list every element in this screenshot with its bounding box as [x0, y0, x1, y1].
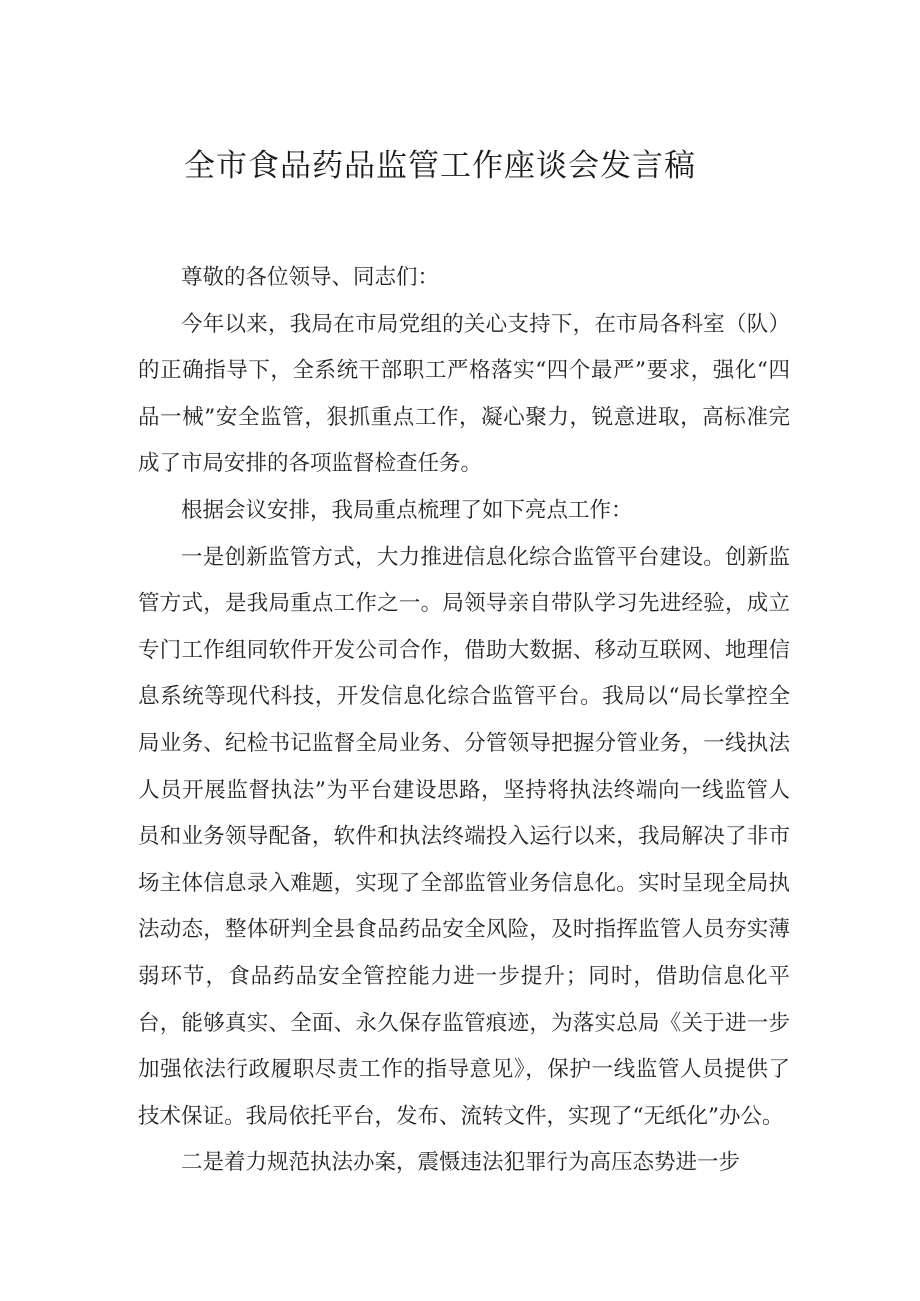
body-paragraph: 根据会议安排，我局重点梳理了如下亮点工作： — [181, 497, 633, 523]
document-body — [138, 255, 790, 1187]
body-paragraph: 一是创新监管方式，大力推进信息化综合监管平台建设。创新监管方式，是我局重点工作之一。局领导亲自带队学习先进经验，成立专门工作组同软件开发公司合作，借助大数据、移动互联网、地理信息系统等现代科技，开发信息化综合监管平台。我局以“局长掌控全局业务、纪检书记监督全局业务、分管领导把握分管业务，一线执法人员开展监督执法”为平台建设思路，坚持将执法终端向一线监管人员和业务领导配备，软件和执法终端投入运行以来，我局解决了非市场主体信息录入难题，实现了全部监管业务信息化。实时呈现全局执法动态，整体研判全县食品药品安全风险，及时指挥监管人员夯实薄弱环节，食品药品安全管控能力进一步提升；同时，借助信息化平台，能够真实、全面、永久保存监管痕迹，为落实总局《关于进一步加强依法行政履职尽责工作的指导意见》，保护一线监管人员提供了技术保证。我局依托平台，发布、流转文件，实现了“无纸化”办公。 — [138, 544, 790, 1129]
salutation: 尊敬的各位领导、同志们： — [181, 265, 440, 290]
body-paragraph: 二是着力规范执法办案，震慑违法犯罪行为高压态势进一步 — [181, 1150, 741, 1176]
document-title: 全市食品药品监管工作座谈会发言稿 — [184, 148, 696, 184]
body-paragraph: 今年以来，我局在市局党组的关心支持下，在市局各科室（队）的正确指导下，全系统干部职工严格落实“四个最严”要求，强化“四品一械”安全监管，狠抓重点工作，凝心聚力，锐意进取，高标准完成了市局安排的各项监督检查任务。 — [138, 311, 790, 477]
